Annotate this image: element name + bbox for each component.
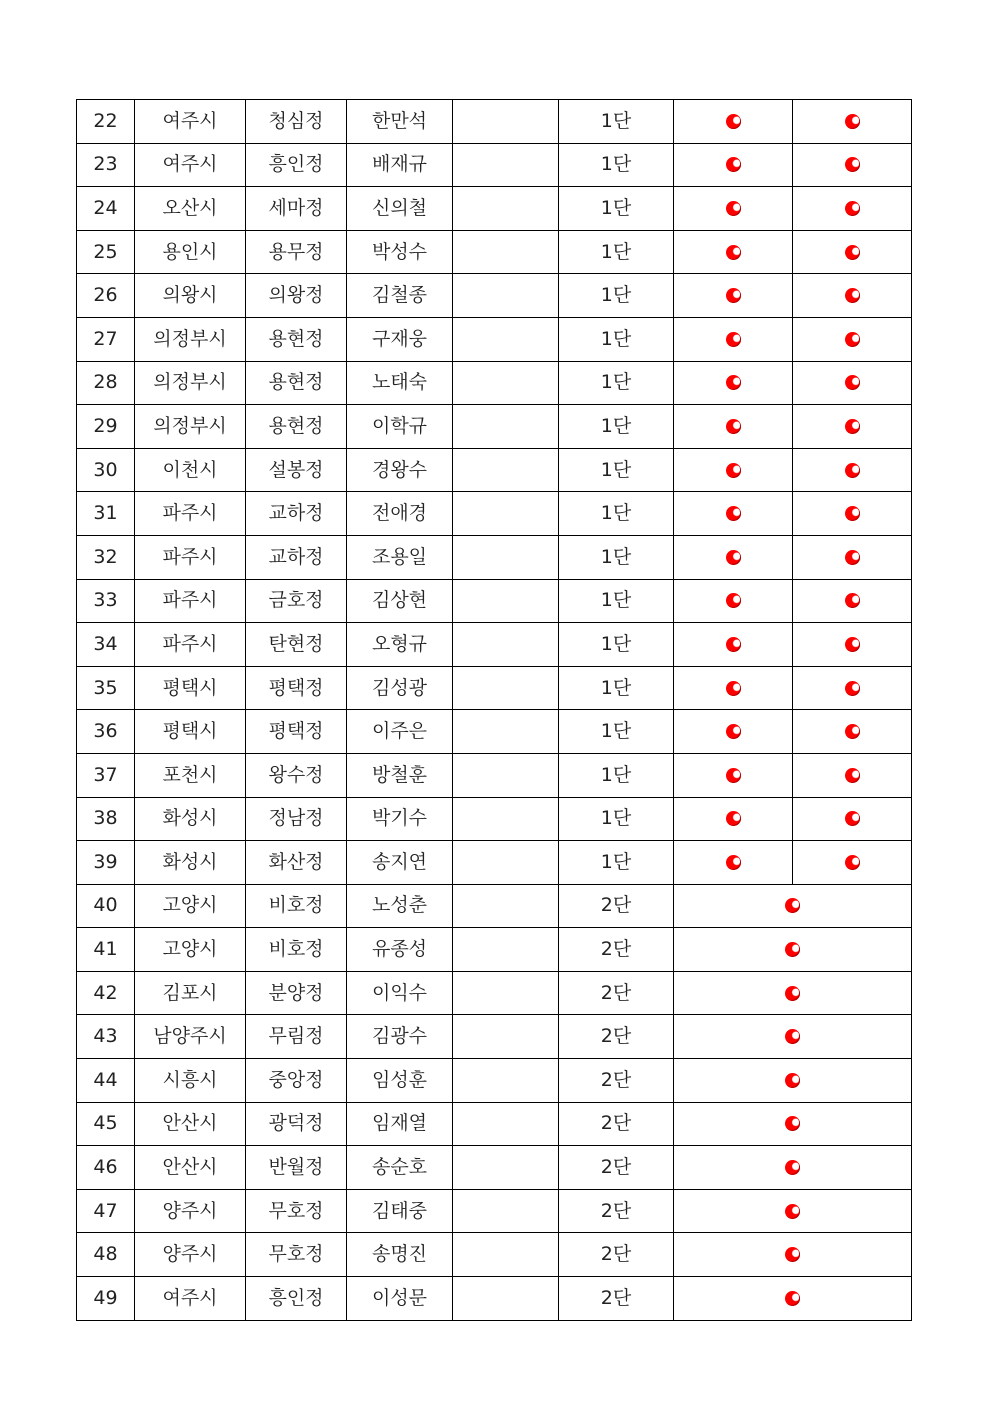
mark-cell <box>793 361 912 405</box>
mark-icon <box>845 114 860 129</box>
grade-cell: 1단 <box>559 535 674 579</box>
city-cell: 화성시 <box>135 841 246 885</box>
mark-icon <box>845 768 860 783</box>
mark-icon <box>726 593 741 608</box>
row-number: 43 <box>77 1015 135 1059</box>
table-row <box>77 928 912 972</box>
mark-icon <box>726 855 741 870</box>
mark-cell <box>674 1233 912 1277</box>
roster-table <box>76 99 912 1321</box>
club-cell: 청심정 <box>246 100 347 144</box>
city-cell: 양주시 <box>135 1189 246 1233</box>
mark-cell <box>674 317 793 361</box>
mark-icon <box>726 375 741 390</box>
blank-cell <box>453 841 559 885</box>
mark-icon <box>785 942 800 957</box>
grade-cell: 1단 <box>559 361 674 405</box>
mark-cell <box>793 187 912 231</box>
blank-cell <box>453 753 559 797</box>
mark-icon <box>785 1291 800 1306</box>
mark-cell <box>793 666 912 710</box>
blank-cell <box>453 274 559 318</box>
club-cell: 탄현정 <box>246 623 347 667</box>
grade-cell: 1단 <box>559 448 674 492</box>
row-number: 37 <box>77 753 135 797</box>
grade-cell: 1단 <box>559 100 674 144</box>
mark-icon <box>845 593 860 608</box>
name-cell: 김철종 <box>347 274 453 318</box>
city-cell: 여주시 <box>135 143 246 187</box>
mark-cell <box>793 710 912 754</box>
grade-cell: 2단 <box>559 1059 674 1103</box>
city-cell: 의정부시 <box>135 361 246 405</box>
club-cell: 흥인정 <box>246 1277 347 1321</box>
mark-cell <box>793 797 912 841</box>
club-cell: 중앙정 <box>246 1059 347 1103</box>
name-cell: 노성춘 <box>347 884 453 928</box>
city-cell: 파주시 <box>135 535 246 579</box>
club-cell: 무림정 <box>246 1015 347 1059</box>
mark-icon <box>785 1204 800 1219</box>
city-cell: 의정부시 <box>135 317 246 361</box>
club-cell: 무호정 <box>246 1189 347 1233</box>
mark-icon <box>785 986 800 1001</box>
mark-icon <box>726 114 741 129</box>
grade-cell: 1단 <box>559 841 674 885</box>
table-row <box>77 1146 912 1190</box>
name-cell: 김성광 <box>347 666 453 710</box>
grade-cell: 2단 <box>559 1189 674 1233</box>
mark-cell <box>674 797 793 841</box>
grade-cell: 2단 <box>559 1102 674 1146</box>
mark-cell <box>674 623 793 667</box>
mark-cell <box>793 317 912 361</box>
name-cell: 이주은 <box>347 710 453 754</box>
mark-cell <box>674 274 793 318</box>
table-row <box>77 492 912 536</box>
city-cell: 파주시 <box>135 579 246 623</box>
name-cell: 조용일 <box>347 535 453 579</box>
club-cell: 정남정 <box>246 797 347 841</box>
row-number: 25 <box>77 230 135 274</box>
row-number: 26 <box>77 274 135 318</box>
club-cell: 용현정 <box>246 405 347 449</box>
city-cell: 평택시 <box>135 666 246 710</box>
table-row <box>77 579 912 623</box>
mark-cell <box>793 492 912 536</box>
name-cell: 이성문 <box>347 1277 453 1321</box>
club-cell: 비호정 <box>246 928 347 972</box>
mark-cell <box>793 448 912 492</box>
mark-cell <box>793 623 912 667</box>
table-row <box>77 797 912 841</box>
table-row <box>77 710 912 754</box>
name-cell: 임성훈 <box>347 1059 453 1103</box>
table-row <box>77 448 912 492</box>
name-cell: 오형규 <box>347 623 453 667</box>
mark-cell <box>674 143 793 187</box>
name-cell: 이익수 <box>347 971 453 1015</box>
club-cell: 설봉정 <box>246 448 347 492</box>
mark-icon <box>785 1029 800 1044</box>
name-cell: 송지연 <box>347 841 453 885</box>
row-number: 27 <box>77 317 135 361</box>
mark-icon <box>845 506 860 521</box>
name-cell: 한만석 <box>347 100 453 144</box>
table-row <box>77 100 912 144</box>
club-cell: 교하정 <box>246 535 347 579</box>
mark-cell <box>793 143 912 187</box>
city-cell: 파주시 <box>135 492 246 536</box>
mark-cell <box>793 753 912 797</box>
club-cell: 흥인정 <box>246 143 347 187</box>
row-number: 47 <box>77 1189 135 1233</box>
club-cell: 교하정 <box>246 492 347 536</box>
row-number: 39 <box>77 841 135 885</box>
mark-cell <box>793 274 912 318</box>
table-row <box>77 666 912 710</box>
blank-cell <box>453 143 559 187</box>
mark-cell <box>674 1277 912 1321</box>
row-number: 36 <box>77 710 135 754</box>
grade-cell: 1단 <box>559 274 674 318</box>
mark-icon <box>845 855 860 870</box>
name-cell: 유종성 <box>347 928 453 972</box>
mark-cell <box>793 405 912 449</box>
mark-icon <box>845 724 860 739</box>
row-number: 33 <box>77 579 135 623</box>
blank-cell <box>453 1102 559 1146</box>
mark-cell <box>793 579 912 623</box>
table-row <box>77 623 912 667</box>
mark-cell <box>674 230 793 274</box>
row-number: 45 <box>77 1102 135 1146</box>
row-number: 30 <box>77 448 135 492</box>
city-cell: 고양시 <box>135 884 246 928</box>
blank-cell <box>453 448 559 492</box>
city-cell: 용인시 <box>135 230 246 274</box>
city-cell: 오산시 <box>135 187 246 231</box>
mark-cell <box>793 100 912 144</box>
mark-icon <box>845 463 860 478</box>
mark-icon <box>845 288 860 303</box>
club-cell: 광덕정 <box>246 1102 347 1146</box>
mark-cell <box>674 579 793 623</box>
blank-cell <box>453 405 559 449</box>
table-row <box>77 535 912 579</box>
table-row <box>77 841 912 885</box>
name-cell: 김상현 <box>347 579 453 623</box>
mark-cell <box>674 753 793 797</box>
city-cell: 고양시 <box>135 928 246 972</box>
table-row <box>77 1189 912 1233</box>
blank-cell <box>453 230 559 274</box>
blank-cell <box>453 535 559 579</box>
club-cell: 용현정 <box>246 317 347 361</box>
club-cell: 용현정 <box>246 361 347 405</box>
mark-icon <box>845 332 860 347</box>
mark-cell <box>674 1059 912 1103</box>
name-cell: 배재규 <box>347 143 453 187</box>
city-cell: 화성시 <box>135 797 246 841</box>
mark-icon <box>726 419 741 434</box>
table-row <box>77 1015 912 1059</box>
mark-cell <box>674 884 912 928</box>
grade-cell: 2단 <box>559 1277 674 1321</box>
grade-cell: 2단 <box>559 971 674 1015</box>
club-cell: 금호정 <box>246 579 347 623</box>
club-cell: 분양정 <box>246 971 347 1015</box>
name-cell: 노태숙 <box>347 361 453 405</box>
club-cell: 평택정 <box>246 710 347 754</box>
blank-cell <box>453 884 559 928</box>
city-cell: 양주시 <box>135 1233 246 1277</box>
mark-cell <box>793 841 912 885</box>
blank-cell <box>453 666 559 710</box>
mark-cell <box>674 187 793 231</box>
blank-cell <box>453 1059 559 1103</box>
mark-cell <box>674 710 793 754</box>
table-row <box>77 317 912 361</box>
mark-cell <box>674 1102 912 1146</box>
name-cell: 김태중 <box>347 1189 453 1233</box>
row-number: 35 <box>77 666 135 710</box>
name-cell: 임재열 <box>347 1102 453 1146</box>
grade-cell: 2단 <box>559 884 674 928</box>
table-row <box>77 1277 912 1321</box>
mark-cell <box>674 1015 912 1059</box>
name-cell: 방철훈 <box>347 753 453 797</box>
name-cell: 박성수 <box>347 230 453 274</box>
mark-cell <box>793 535 912 579</box>
grade-cell: 1단 <box>559 405 674 449</box>
row-number: 48 <box>77 1233 135 1277</box>
mark-icon <box>785 1116 800 1131</box>
mark-icon <box>726 245 741 260</box>
mark-icon <box>726 768 741 783</box>
mark-icon <box>785 1247 800 1262</box>
table-row <box>77 1102 912 1146</box>
club-cell: 반월정 <box>246 1146 347 1190</box>
row-number: 28 <box>77 361 135 405</box>
city-cell: 이천시 <box>135 448 246 492</box>
blank-cell <box>453 579 559 623</box>
mark-cell <box>674 971 912 1015</box>
blank-cell <box>453 1015 559 1059</box>
city-cell: 안산시 <box>135 1146 246 1190</box>
blank-cell <box>453 1233 559 1277</box>
table-row <box>77 884 912 928</box>
name-cell: 이학규 <box>347 405 453 449</box>
grade-cell: 1단 <box>559 187 674 231</box>
club-cell: 화산정 <box>246 841 347 885</box>
mark-icon <box>845 811 860 826</box>
mark-cell <box>674 100 793 144</box>
mark-cell <box>674 492 793 536</box>
mark-icon <box>845 157 860 172</box>
mark-cell <box>793 230 912 274</box>
mark-cell <box>674 928 912 972</box>
name-cell: 박기수 <box>347 797 453 841</box>
blank-cell <box>453 1189 559 1233</box>
mark-cell <box>674 666 793 710</box>
blank-cell <box>453 1146 559 1190</box>
grade-cell: 1단 <box>559 579 674 623</box>
row-number: 40 <box>77 884 135 928</box>
blank-cell <box>453 928 559 972</box>
table-row <box>77 753 912 797</box>
club-cell: 평택정 <box>246 666 347 710</box>
club-cell: 용무정 <box>246 230 347 274</box>
table-row <box>77 361 912 405</box>
row-number: 31 <box>77 492 135 536</box>
row-number: 34 <box>77 623 135 667</box>
mark-cell <box>674 535 793 579</box>
grade-cell: 1단 <box>559 623 674 667</box>
city-cell: 파주시 <box>135 623 246 667</box>
mark-cell <box>674 361 793 405</box>
row-number: 32 <box>77 535 135 579</box>
table-row <box>77 187 912 231</box>
club-cell: 세마정 <box>246 187 347 231</box>
mark-icon <box>845 637 860 652</box>
blank-cell <box>453 623 559 667</box>
city-cell: 김포시 <box>135 971 246 1015</box>
blank-cell <box>453 492 559 536</box>
blank-cell <box>453 100 559 144</box>
table-row <box>77 1059 912 1103</box>
row-number: 24 <box>77 187 135 231</box>
name-cell: 구재웅 <box>347 317 453 361</box>
city-cell: 안산시 <box>135 1102 246 1146</box>
mark-icon <box>726 288 741 303</box>
name-cell: 신의철 <box>347 187 453 231</box>
mark-icon <box>726 201 741 216</box>
mark-cell <box>674 1146 912 1190</box>
row-number: 29 <box>77 405 135 449</box>
row-number: 49 <box>77 1277 135 1321</box>
row-number: 41 <box>77 928 135 972</box>
city-cell: 시흥시 <box>135 1059 246 1103</box>
row-number: 44 <box>77 1059 135 1103</box>
city-cell: 평택시 <box>135 710 246 754</box>
table-row <box>77 143 912 187</box>
row-number: 42 <box>77 971 135 1015</box>
mark-icon <box>726 157 741 172</box>
name-cell: 경왕수 <box>347 448 453 492</box>
grade-cell: 1단 <box>559 666 674 710</box>
blank-cell <box>453 710 559 754</box>
mark-icon <box>726 506 741 521</box>
mark-icon <box>726 811 741 826</box>
grade-cell: 2단 <box>559 1146 674 1190</box>
city-cell: 포천시 <box>135 753 246 797</box>
name-cell: 전애경 <box>347 492 453 536</box>
name-cell: 송명진 <box>347 1233 453 1277</box>
grade-cell: 1단 <box>559 753 674 797</box>
mark-icon <box>785 1073 800 1088</box>
mark-icon <box>785 1160 800 1175</box>
grade-cell: 1단 <box>559 317 674 361</box>
blank-cell <box>453 971 559 1015</box>
city-cell: 의정부시 <box>135 405 246 449</box>
blank-cell <box>453 361 559 405</box>
grade-cell: 2단 <box>559 928 674 972</box>
club-cell: 의왕정 <box>246 274 347 318</box>
mark-icon <box>726 332 741 347</box>
mark-cell <box>674 1189 912 1233</box>
table-row <box>77 1233 912 1277</box>
blank-cell <box>453 187 559 231</box>
mark-icon <box>726 724 741 739</box>
name-cell: 송순호 <box>347 1146 453 1190</box>
mark-cell <box>674 448 793 492</box>
mark-icon <box>726 550 741 565</box>
mark-icon <box>726 637 741 652</box>
row-number: 38 <box>77 797 135 841</box>
table-row <box>77 971 912 1015</box>
mark-icon <box>845 550 860 565</box>
row-number: 46 <box>77 1146 135 1190</box>
mark-cell <box>674 405 793 449</box>
mark-icon <box>845 201 860 216</box>
grade-cell: 1단 <box>559 492 674 536</box>
mark-icon <box>845 245 860 260</box>
club-cell: 왕수정 <box>246 753 347 797</box>
table-row <box>77 230 912 274</box>
blank-cell <box>453 317 559 361</box>
city-cell: 남양주시 <box>135 1015 246 1059</box>
blank-cell <box>453 1277 559 1321</box>
mark-icon <box>726 463 741 478</box>
row-number: 23 <box>77 143 135 187</box>
grade-cell: 1단 <box>559 797 674 841</box>
mark-icon <box>845 375 860 390</box>
mark-icon <box>726 681 741 696</box>
city-cell: 여주시 <box>135 1277 246 1321</box>
city-cell: 의왕시 <box>135 274 246 318</box>
roster-body <box>77 100 912 1321</box>
grade-cell: 1단 <box>559 143 674 187</box>
mark-icon <box>845 681 860 696</box>
city-cell: 여주시 <box>135 100 246 144</box>
row-number: 22 <box>77 100 135 144</box>
grade-cell: 2단 <box>559 1015 674 1059</box>
club-cell: 비호정 <box>246 884 347 928</box>
mark-icon <box>785 898 800 913</box>
grade-cell: 2단 <box>559 1233 674 1277</box>
grade-cell: 1단 <box>559 230 674 274</box>
table-row <box>77 405 912 449</box>
blank-cell <box>453 797 559 841</box>
name-cell: 김광수 <box>347 1015 453 1059</box>
mark-cell <box>674 841 793 885</box>
grade-cell: 1단 <box>559 710 674 754</box>
club-cell: 무호정 <box>246 1233 347 1277</box>
table-row <box>77 274 912 318</box>
mark-icon <box>845 419 860 434</box>
